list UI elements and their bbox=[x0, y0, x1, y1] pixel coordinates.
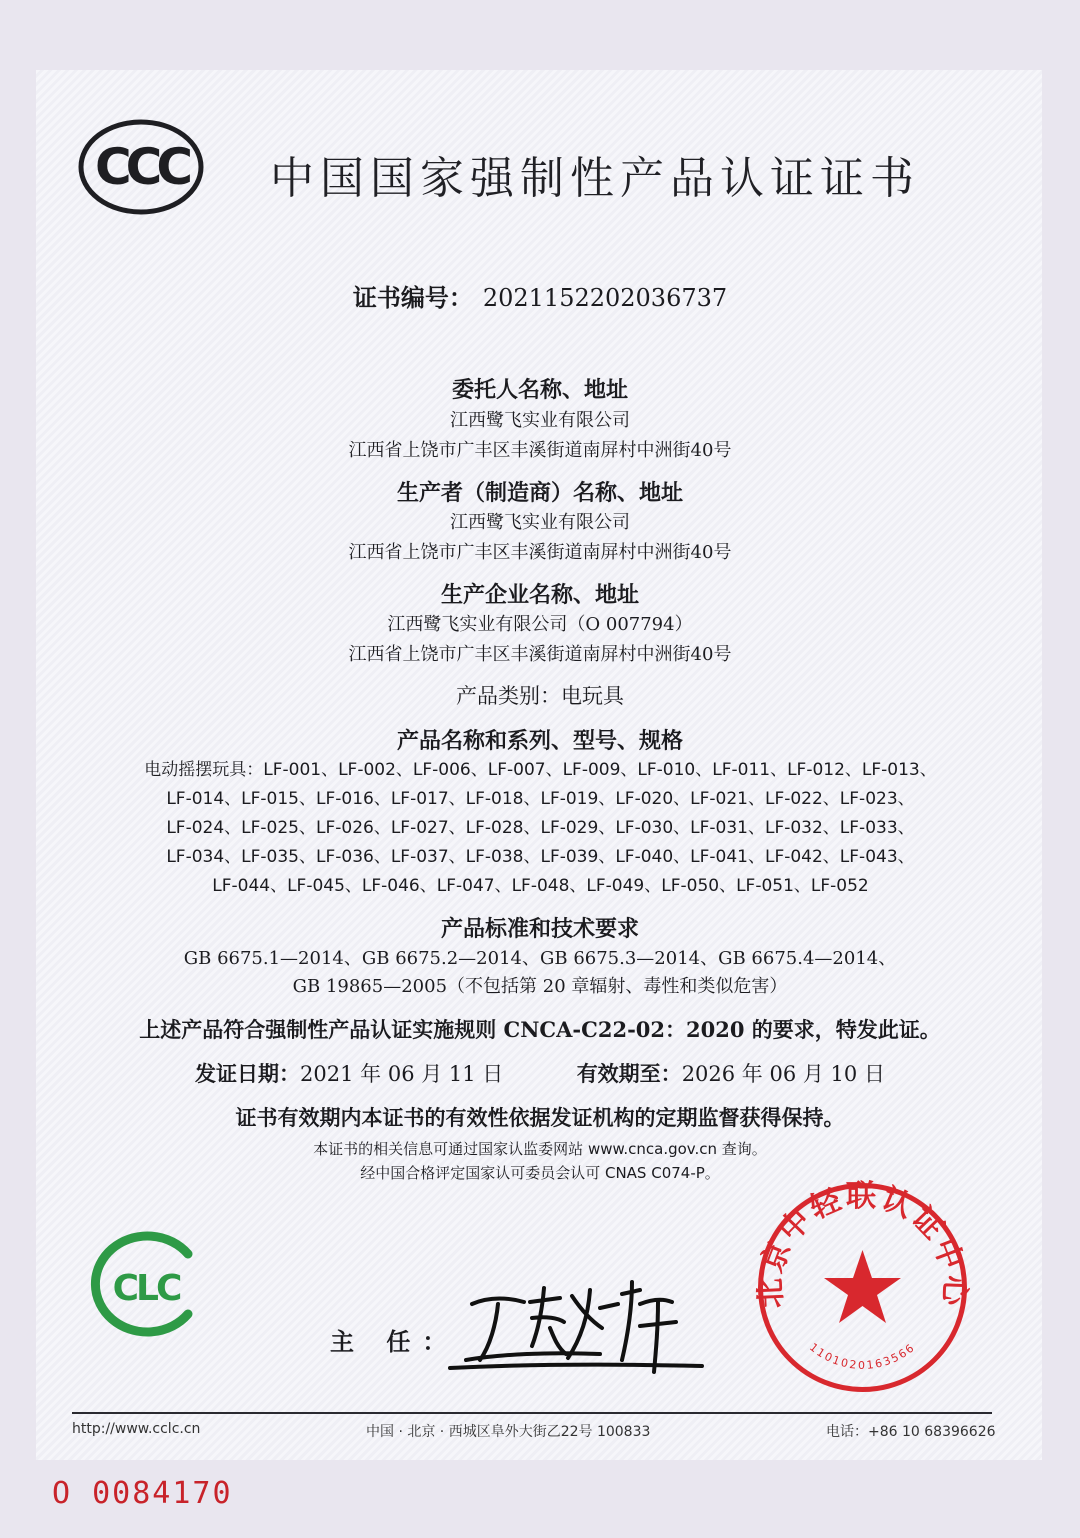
standards-line-1: GB 6675.1—2014、GB 6675.2—2014、GB 6675.3—2014、GB 6675.4—2014、 bbox=[183, 948, 897, 969]
ccc-logo-icon bbox=[78, 118, 204, 216]
website-note: 本证书的相关信息可通过国家认监委网站 www.cnca.gov.cn 查询。 bbox=[313, 1140, 767, 1158]
standards-line-2: GB 19865—2005（不包括第 20 章辐射、毒性和类似危害） bbox=[292, 976, 788, 997]
product-model-line: LF-014、LF-015、LF-016、LF-017、LF-018、LF-019、LF-020、LF-021、LF-022、LF-023、 bbox=[166, 789, 915, 809]
expiry-date-value: 2026 年 06 月 10 日 bbox=[681, 1062, 885, 1086]
factory-address: 江西省上饶市广丰区丰溪街道南屏村中洲街40号 bbox=[348, 644, 732, 665]
issue-date-label: 发证日期： bbox=[195, 1061, 301, 1086]
issue-date-value: 2021 年 06 月 11 日 bbox=[300, 1062, 504, 1086]
certificate-number-label: 证书编号： bbox=[352, 283, 473, 312]
seal-number: 1101020163566 bbox=[807, 1340, 918, 1372]
footer-address: 中国 · 北京 · 西城区阜外大街乙22号 100833 bbox=[366, 1424, 651, 1440]
applicant-address: 江西省上饶市广丰区丰溪街道南屏村中洲街40号 bbox=[348, 440, 732, 461]
serial-number: O 0084170 bbox=[52, 1476, 233, 1511]
validity-statement: 证书有效期内本证书的有效性依据发证机构的定期监督获得保持。 bbox=[235, 1105, 845, 1130]
validity-dates bbox=[0, 1058, 1080, 1088]
director-signature bbox=[440, 1268, 710, 1378]
certificate-number-value: 2021152202036737 bbox=[482, 284, 728, 312]
certificate-number bbox=[0, 278, 1080, 313]
clc-logo-icon bbox=[84, 1228, 206, 1340]
product-model-line: LF-044、LF-045、LF-046、LF-047、LF-048、LF-049、LF-050、LF-051、LF-052 bbox=[212, 876, 869, 896]
applicant-heading: 委托人名称、地址 bbox=[451, 377, 628, 403]
product-model-line: LF-034、LF-035、LF-036、LF-037、LF-038、LF-039、LF-040、LF-041、LF-042、LF-043、 bbox=[166, 847, 915, 867]
accreditation-note: 经中国合格评定国家认可委员会认可 CNAS C074-P。 bbox=[360, 1164, 720, 1182]
product-model-line: 电动摇摆玩具：LF-001、LF-002、LF-006、LF-007、LF-009、LF-010、LF-011、LF-012、LF-013、 bbox=[144, 760, 937, 780]
manufacturer-name: 江西鹭飞实业有限公司 bbox=[450, 512, 630, 533]
applicant-name: 江西鹭飞实业有限公司 bbox=[450, 410, 630, 431]
standards-heading: 产品标准和技术要求 bbox=[440, 916, 639, 942]
official-seal bbox=[755, 1180, 970, 1395]
ccc-logo-text: CCC bbox=[94, 138, 188, 196]
manufacturer-address: 江西省上饶市广丰区丰溪街道南屏村中洲街40号 bbox=[348, 542, 732, 563]
footer-phone: 电话：+86 10 68396626 bbox=[826, 1424, 996, 1440]
director-label: 主 任： bbox=[330, 1328, 459, 1356]
product-category: 产品类别：电玩具 bbox=[456, 684, 624, 708]
product-model-list bbox=[98, 756, 983, 901]
footer-website[interactable]: http://www.cclc.cn bbox=[72, 1421, 201, 1437]
product-heading: 产品名称和系列、型号、规格 bbox=[396, 728, 683, 754]
expiry-date-label: 有效期至： bbox=[576, 1061, 682, 1086]
manufacturer-heading: 生产者（制造商）名称、地址 bbox=[396, 480, 683, 506]
page-title: 中国国家强制性产品认证证书 bbox=[270, 153, 920, 204]
seal-text: 北京中轻联认证中心 bbox=[755, 1180, 970, 1309]
star-icon bbox=[824, 1250, 901, 1323]
product-model-line: LF-024、LF-025、LF-026、LF-027、LF-028、LF-029、LF-030、LF-031、LF-032、LF-033、 bbox=[166, 818, 915, 838]
factory-name: 江西鹭飞实业有限公司（O 007794） bbox=[387, 614, 693, 635]
footer-divider bbox=[72, 1412, 992, 1414]
svg-text:1101020163566 bbox=[807, 1341, 918, 1372]
factory-heading: 生产企业名称、地址 bbox=[440, 582, 639, 608]
clc-logo-text: CLC bbox=[112, 1268, 180, 1309]
compliance-statement: 上述产品符合强制性产品认证实施规则 CNCA-C22-02：2020 的要求，特发此证。 bbox=[139, 1017, 941, 1042]
